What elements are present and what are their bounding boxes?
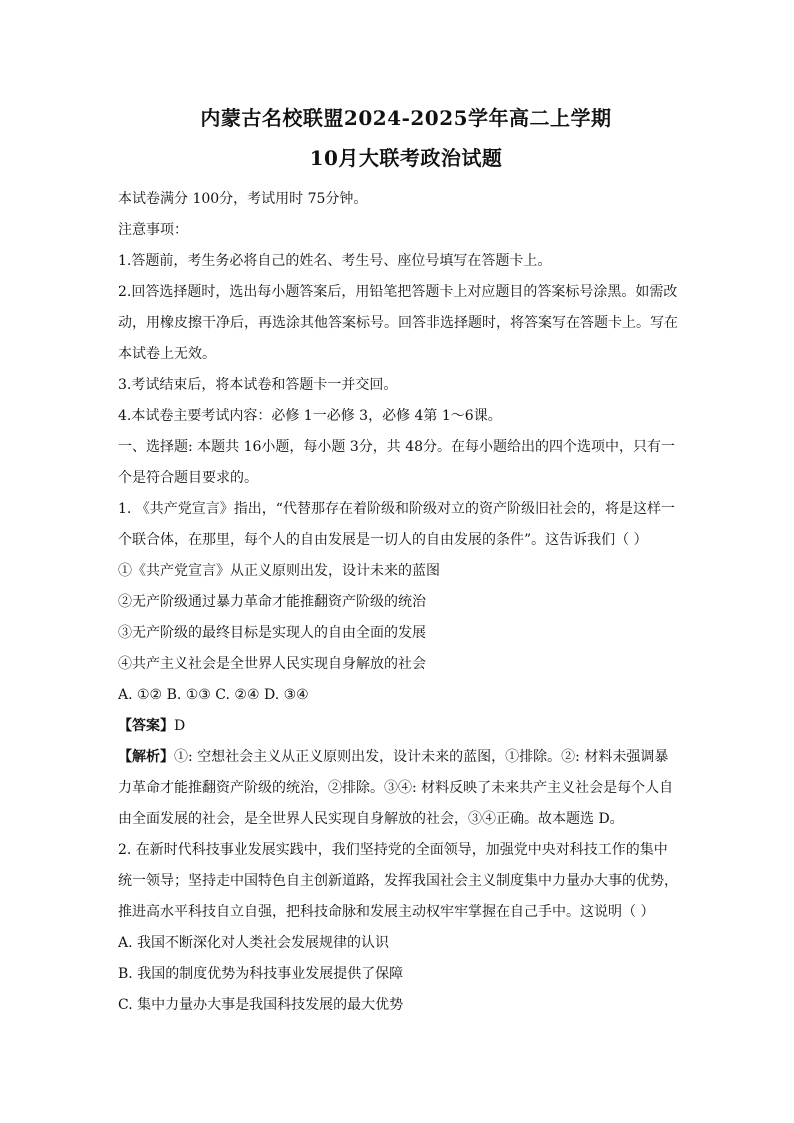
analysis-line-3: 由全面发展的社会，是全世界人民实现自身解放的社会，③④正确。故本题选 D。	[118, 811, 624, 827]
question-2-line-2: 统一领导；坚持走中国特色自主创新道路，发挥我国社会主义制度集中力量办大事的优势，	[118, 873, 678, 889]
question-1-option-4: ④共产主义社会是全世界人民实现自身解放的社会	[118, 656, 426, 672]
analysis-line-2: 力革命才能推翻资产阶级的统治，②排除。③④: 材料反映了未来共产主义社会是每个人自	[118, 780, 674, 796]
analysis-line-1	[118, 742, 694, 773]
question-2-option-a: A. 我国不断深化对人类社会发展规律的认识	[118, 935, 390, 951]
page-title: 内蒙古名校联盟2024-2025学年高二上学期	[200, 106, 612, 130]
question-1-option-3: ③无产阶级的最终目标是实现人的自由全面的发展	[118, 625, 426, 641]
question-1-option-1: ①《共产党宣言》从正义原则出发，设计未来的蓝图	[118, 563, 440, 579]
answer-tag: 【答案】	[118, 718, 174, 734]
notes-heading: 注意事项：	[118, 222, 188, 238]
analysis-tag: 【解析】	[118, 749, 174, 765]
question-2-line-3: 推进高水平科技自立自强，把科技命脉和发展主动权牢牢掌握在自己手中。这说明（ ）	[118, 904, 655, 920]
question-1-line-1: 1. 《共产党宣言》指出，“代替那存在着阶级和阶级对立的资产阶级旧社会的，将是这样一	[118, 501, 675, 517]
question-1-line-2: 个联合体，在那里，每个人的自由发展是一切人的自由发展的条件”。这告诉我们（ ）	[118, 532, 648, 548]
note-2-line-1: 2.回答选择题时，选出每小题答案后，用铅笔把答题卡上对应题目的答案标号涂黑。如需改	[118, 284, 678, 300]
question-2-line-1: 2. 在新时代科技事业发展实践中，我们坚持党的全面领导，加强党中央对科技工作的集中	[118, 842, 668, 858]
intro-text: 本试卷满分 100分，考试用时 75分钟。	[118, 191, 368, 207]
answer-value: D	[174, 718, 186, 734]
question-2-option-b: B. 我国的制度优势为科技事业发展提供了保障	[118, 966, 404, 982]
question-1-option-2: ②无产阶级通过暴力革命才能推翻资产阶级的统治	[118, 594, 426, 610]
note-2-line-3: 本试卷上无效。	[118, 346, 216, 362]
answer-line	[118, 711, 694, 742]
question-2-option-c: C. 集中力量办大事是我国科技发展的最大优势	[118, 997, 404, 1013]
page-subtitle: 10月大联考政治试题	[309, 146, 503, 170]
section-1-line-2: 个是符合题目要求的。	[118, 470, 258, 486]
note-2-line-2: 动，用橡皮擦干净后，再选涂其他答案标号。回答非选择题时，将答案写在答题卡上。写在	[118, 315, 678, 331]
analysis-text-1: ①: 空想社会主义从正义原则出发，设计未来的蓝图，①排除。②: 材料未强调暴	[174, 749, 669, 765]
note-4: 4.本试卷主要考试内容：必修 1一必修 3，必修 4第 1～6课。	[118, 408, 502, 424]
section-1-line-1: 一、选择题: 本题共 16小题，每小题 3分，共 48分。在每小题给出的四个选项中，只有一	[118, 439, 676, 455]
note-3: 3.考试结束后，将本试卷和答题卡一并交回。	[118, 377, 398, 393]
question-1-choices: A. ①② B. ①③ C. ②④ D. ③④	[118, 687, 309, 703]
note-1: 1.答题前，考生务必将自己的姓名、考生号、座位号填写在答题卡上。	[118, 253, 552, 269]
